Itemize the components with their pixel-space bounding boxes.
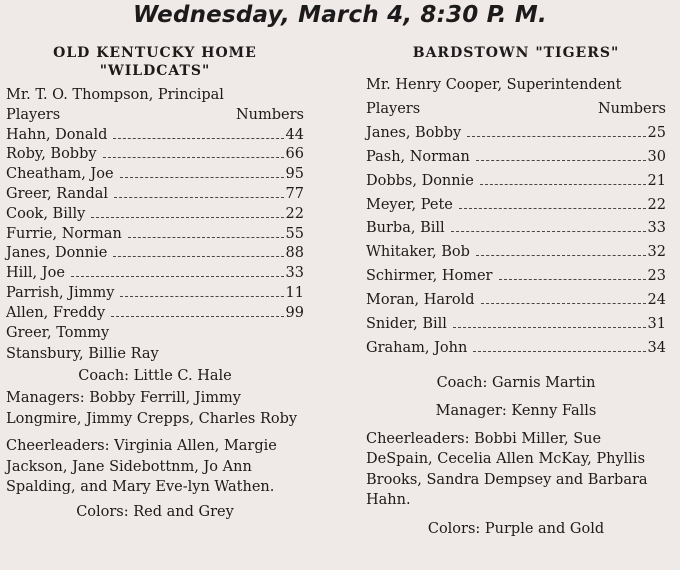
roster-row bbox=[6, 264, 304, 284]
home-cheerleaders: Cheerleaders: Virginia Allen, Margie Jackson, Jane Sidebottnm, Jo Ann Spalding, and Mary Eve-lyn Wathen. bbox=[6, 438, 277, 496]
roster-row bbox=[366, 146, 666, 170]
roster-row bbox=[366, 313, 666, 337]
visitor-cheerleaders: Cheerleaders: Bobbi Miller, Sue DeSpain, Cecelia Allen McKay, Phyllis Brooks, Sandra Dempsey and Barbara Hahn. bbox=[366, 430, 648, 509]
players-label: Players bbox=[366, 100, 421, 117]
player-name: Janes, Bobby bbox=[366, 124, 462, 141]
roster-row bbox=[6, 126, 304, 146]
roster-row bbox=[366, 265, 666, 289]
player-number: 24 bbox=[647, 292, 666, 309]
leader-dots bbox=[113, 138, 283, 139]
player-name: Greer, Randal bbox=[6, 185, 109, 202]
player-number: 88 bbox=[285, 245, 304, 262]
player-number: 34 bbox=[647, 339, 666, 356]
visitor-team-name: BARDSTOWN "TIGERS" bbox=[412, 45, 620, 61]
player-name: Cheatham, Joe bbox=[6, 166, 114, 183]
leader-dots bbox=[103, 157, 284, 158]
roster-row bbox=[366, 337, 666, 361]
visitor-coach: Coach: Garnis Martin bbox=[436, 374, 596, 391]
player-number: 32 bbox=[647, 244, 666, 261]
player-number: 33 bbox=[285, 265, 304, 282]
home-principal: Mr. T. O. Thompson, Principal bbox=[6, 87, 224, 103]
numbers-label: Numbers bbox=[597, 100, 666, 117]
leader-dots bbox=[451, 231, 646, 232]
player-number: 66 bbox=[285, 146, 304, 163]
player-number: 99 bbox=[285, 304, 304, 321]
leader-dots bbox=[120, 177, 284, 178]
player-number: 23 bbox=[647, 268, 666, 285]
program-title: Wednesday, March 4, 8:30 P. M. bbox=[133, 2, 547, 28]
player-name: Whitaker, Bob bbox=[366, 244, 470, 261]
player-name: Hill, Joe bbox=[6, 265, 65, 282]
numbers-label: Numbers bbox=[235, 106, 304, 123]
leader-dots bbox=[120, 296, 283, 297]
leader-dots bbox=[480, 184, 646, 185]
player-number: 55 bbox=[285, 225, 304, 242]
leader-dots bbox=[499, 279, 646, 280]
player-name: Parrish, Jimmy bbox=[6, 284, 115, 301]
leader-dots bbox=[476, 255, 646, 256]
roster-row bbox=[6, 244, 304, 264]
visitor-team-column bbox=[366, 44, 666, 537]
player-number: 11 bbox=[285, 284, 304, 301]
player-number: 22 bbox=[285, 205, 304, 222]
player-number: 33 bbox=[647, 220, 666, 237]
player-name: Graham, John bbox=[366, 339, 468, 356]
home-colors: Colors: Red and Grey bbox=[76, 503, 234, 520]
player-name: Schirmer, Homer bbox=[366, 268, 493, 285]
player-name: Hahn, Donald bbox=[6, 126, 108, 143]
leader-dots bbox=[473, 351, 645, 352]
roster-row bbox=[366, 241, 666, 265]
leader-dots bbox=[114, 197, 284, 198]
leader-dots bbox=[91, 217, 283, 218]
roster-row bbox=[366, 289, 666, 313]
player-name: Cook, Billy bbox=[6, 205, 86, 222]
roster-row bbox=[366, 194, 666, 218]
home-extra-player-1: Greer, Tommy bbox=[6, 324, 110, 341]
home-roster-header bbox=[6, 106, 304, 126]
home-extra-player-2: Stansbury, Billie Ray bbox=[6, 346, 159, 363]
leader-dots bbox=[481, 303, 646, 304]
leader-dots bbox=[71, 276, 284, 277]
visitor-roster-header bbox=[366, 98, 666, 122]
visitor-roster-list bbox=[366, 122, 666, 361]
visitor-superintendent: Mr. Henry Cooper, Superintendent bbox=[366, 77, 622, 93]
leader-dots bbox=[128, 237, 284, 238]
player-number: 31 bbox=[647, 316, 666, 333]
player-number: 21 bbox=[647, 172, 666, 189]
player-name: Moran, Harold bbox=[366, 292, 475, 309]
player-name: Pash, Norman bbox=[366, 148, 470, 165]
roster-row bbox=[6, 304, 304, 324]
roster-row bbox=[6, 225, 304, 245]
player-name: Burba, Bill bbox=[366, 220, 445, 237]
player-name: Snider, Bill bbox=[366, 316, 447, 333]
roster-row bbox=[6, 165, 304, 185]
player-name: Meyer, Pete bbox=[366, 196, 453, 213]
player-name: Allen, Freddy bbox=[6, 304, 106, 321]
player-number: 25 bbox=[647, 124, 666, 141]
leader-dots bbox=[111, 316, 283, 317]
roster-row bbox=[6, 205, 304, 225]
player-number: 44 bbox=[285, 126, 304, 143]
players-label: Players bbox=[6, 106, 61, 123]
roster-row bbox=[366, 217, 666, 241]
leader-dots bbox=[467, 136, 645, 137]
leader-dots bbox=[476, 160, 646, 161]
roster-row bbox=[366, 170, 666, 194]
leader-dots bbox=[459, 208, 646, 209]
player-number: 22 bbox=[647, 196, 666, 213]
roster-row bbox=[6, 185, 304, 205]
visitor-manager: Manager: Kenny Falls bbox=[435, 402, 597, 419]
home-roster-list bbox=[6, 126, 304, 324]
visitor-colors: Colors: Purple and Gold bbox=[427, 520, 605, 537]
player-name: Furrie, Norman bbox=[6, 225, 122, 242]
player-name: Dobbs, Donnie bbox=[366, 172, 474, 189]
home-team-column bbox=[6, 44, 304, 520]
home-coach: Coach: Little C. Hale bbox=[78, 368, 232, 385]
player-number: 95 bbox=[285, 166, 304, 183]
player-number: 30 bbox=[647, 148, 666, 165]
player-number: 77 bbox=[285, 185, 304, 202]
roster-row bbox=[6, 284, 304, 304]
home-managers: Managers: Bobby Ferrill, Jimmy Longmire, Jimmy Crepps, Charles Roby bbox=[6, 390, 298, 427]
home-team-name-line1: OLD KENTUCKY HOME bbox=[53, 45, 257, 61]
roster-row bbox=[6, 145, 304, 165]
player-name: Roby, Bobby bbox=[6, 146, 97, 163]
home-team-name-line2: "WILDCATS" bbox=[99, 63, 211, 79]
player-name: Janes, Donnie bbox=[6, 245, 108, 262]
leader-dots bbox=[453, 327, 646, 328]
leader-dots bbox=[113, 256, 283, 257]
roster-row bbox=[366, 122, 666, 146]
